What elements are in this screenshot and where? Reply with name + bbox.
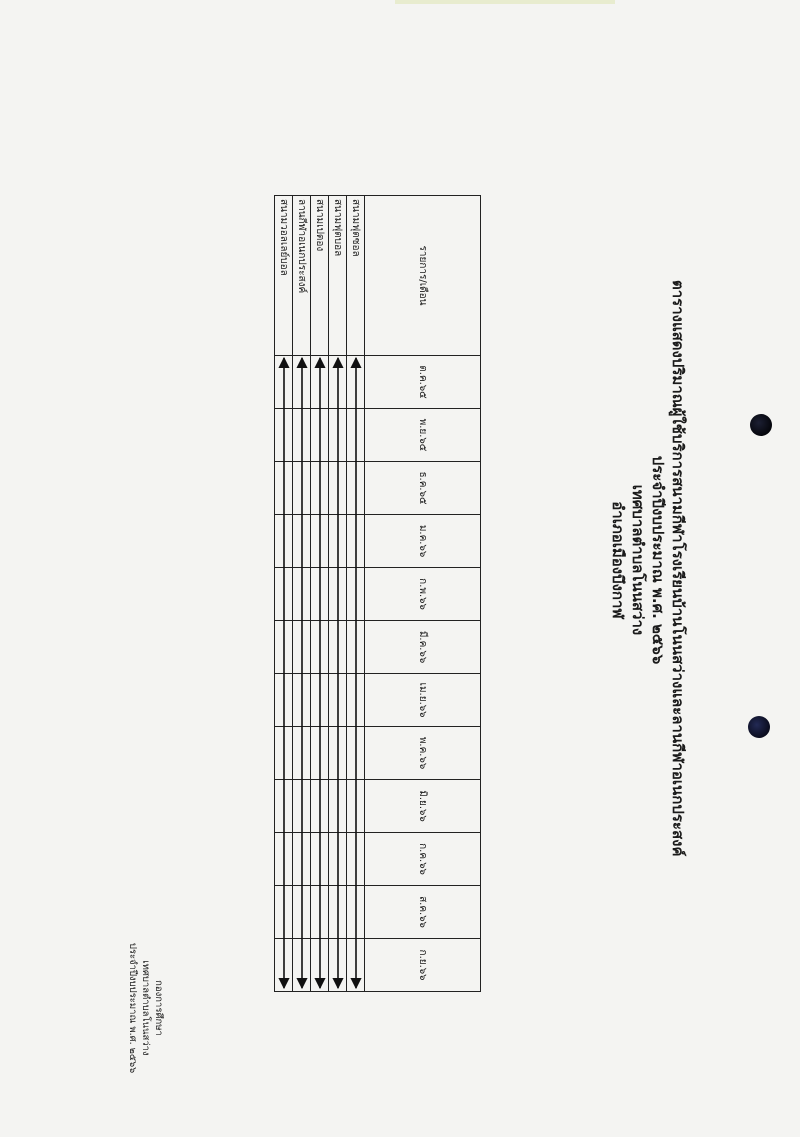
month-cell [347, 780, 365, 833]
month-cell [347, 727, 365, 780]
month-cell [275, 356, 293, 409]
month-cell [311, 621, 329, 674]
month-header-cell: พ.ค.๖๖ [365, 727, 481, 780]
usage-table [274, 195, 481, 992]
title-line-3: เทศบาลตำบลโนนสว่าง [629, 484, 647, 636]
month-header-cell: ธ.ค.๖๕ [365, 462, 481, 515]
month-cell [311, 674, 329, 727]
month-cell [311, 886, 329, 939]
month-cell [293, 409, 311, 462]
month-header-cell: พ.ย.๖๕ [365, 409, 481, 462]
month-cell [329, 621, 347, 674]
month-cell [347, 886, 365, 939]
month-cell [275, 727, 293, 780]
month-cell [347, 409, 365, 462]
month-cell [347, 939, 365, 992]
table-row [275, 196, 293, 992]
month-header-cell: ม.ค.๖๖ [365, 515, 481, 568]
table-row [311, 196, 329, 992]
month-cell [329, 780, 347, 833]
month-header-cell: มี.ค.๖๖ [365, 621, 481, 674]
month-cell [311, 462, 329, 515]
month-header-cell: ก.ย.๖๖ [365, 939, 481, 992]
month-cell [293, 833, 311, 886]
month-cell [329, 409, 347, 462]
title-line-4: อำเภอเมืองบึงกาฬ [609, 501, 627, 619]
month-cell [293, 462, 311, 515]
footer-block [126, 908, 165, 1108]
month-header-cell: ก.ค.๖๖ [365, 833, 481, 886]
footer-line-2: เทศบาลตำบลโนนสว่าง [140, 960, 151, 1056]
month-cell [347, 462, 365, 515]
month-cell [293, 939, 311, 992]
table-row [293, 196, 311, 992]
month-cell [293, 515, 311, 568]
row-label: สนามฟุตซอล [347, 196, 365, 356]
month-cell [329, 356, 347, 409]
row-label: สนามฟุตบอล [329, 196, 347, 356]
month-cell [347, 515, 365, 568]
month-cell [347, 674, 365, 727]
month-cell [311, 727, 329, 780]
month-cell [311, 356, 329, 409]
month-cell [275, 833, 293, 886]
month-header-cell: ต.ค.๖๕ [365, 356, 481, 409]
month-cell [275, 886, 293, 939]
month-cell [293, 674, 311, 727]
table-row [347, 196, 365, 992]
month-cell [293, 356, 311, 409]
table-header-row [365, 196, 481, 992]
month-cell [293, 727, 311, 780]
month-cell [275, 568, 293, 621]
title-line-2: ประจำปีงบประมาณ พ.ศ. ๒๕๖๖ [649, 455, 667, 665]
month-cell [311, 833, 329, 886]
month-cell [329, 515, 347, 568]
month-cell [293, 621, 311, 674]
month-cell [275, 409, 293, 462]
month-cell [329, 939, 347, 992]
month-header-cell: เม.ย.๖๖ [365, 674, 481, 727]
month-cell [275, 674, 293, 727]
row-label: สนามเปตอง [311, 196, 329, 356]
month-header-cell: ก.พ.๖๖ [365, 568, 481, 621]
document-title [608, 280, 688, 857]
title-line-1: ตารางแสดงปริมาณผู้ใช้บริการสนามกีฬาโรงเรียนบ้านโนนสว่างและลานกีฬาอเนกประสงค์ [669, 280, 687, 857]
month-cell [311, 515, 329, 568]
month-cell [275, 621, 293, 674]
month-cell [311, 568, 329, 621]
table-body [275, 196, 365, 992]
row-label: สนามวอลเลย์บอล [275, 196, 293, 356]
month-cell [329, 886, 347, 939]
month-cell [347, 833, 365, 886]
month-header-cell: มิ.ย.๖๖ [365, 780, 481, 833]
month-cell [293, 886, 311, 939]
month-cell [329, 833, 347, 886]
month-cell [293, 568, 311, 621]
month-cell [275, 515, 293, 568]
footer-line-3: ประจำปีงบประมาณ พ.ศ. ๒๕๖๖ [127, 942, 138, 1074]
month-cell [293, 780, 311, 833]
month-header-cell: ส.ค.๖๖ [365, 886, 481, 939]
month-cell [275, 939, 293, 992]
month-cell [347, 356, 365, 409]
month-cell [329, 568, 347, 621]
month-cell [311, 939, 329, 992]
month-cell [329, 674, 347, 727]
month-cell [347, 621, 365, 674]
month-cell [329, 462, 347, 515]
month-cell [275, 462, 293, 515]
month-cell [329, 727, 347, 780]
month-cell [311, 409, 329, 462]
month-cell [311, 780, 329, 833]
table-row [329, 196, 347, 992]
footer-line-1: กองการศึกษา [153, 980, 164, 1036]
month-cell [275, 780, 293, 833]
row-header-cell: รายการ/เดือน [365, 196, 481, 356]
month-cell [347, 568, 365, 621]
row-label: ลานกีฬาอเนกประสงค์ [293, 196, 311, 356]
